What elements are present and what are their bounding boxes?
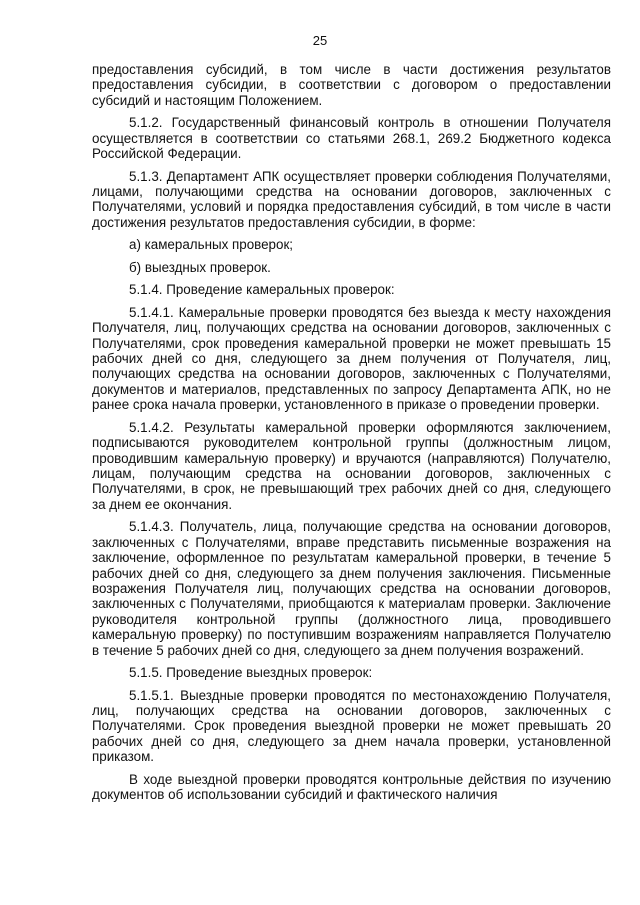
paragraph: 5.1.4.2. Результаты камеральной проверки оформляются заключением, подписываются руководителем контрольной группы (должностным лицом, проводившим камеральную проверку) и вручаются (направляются) Получателю, лицам, получающим средства на основании договоров, заключенных с Получателями, в срок, не превышающий трех рабочих дней со дня, следующего за днем ее окончания. [92, 419, 611, 512]
paragraph: б) выездных проверок. [129, 259, 271, 275]
paragraph: 5.1.3. Департамент АПК осуществляет проверки соблюдения Получателями, лицами, получающими средства на основании договоров, заключенных с Получателями, условий и порядка предоставления субсидий, в том числе в части достижения результатов предоставления субсидии, в форме: [92, 168, 611, 230]
paragraph: 5.1.5.1. Выездные проверки проводятся по местонахождению Получателя, лиц, получающих средства на основании договоров, заключенных с Получателями. Срок проведения выездной проверки не может превышать 20 рабочих дней со дня, следующего за днем начала проверки, установленной приказом. [92, 687, 611, 765]
paragraph: 5.1.2. Государственный финансовый контроль в отношении Получателя осуществляется в соответствии со статьями 268.1, 269.2 Бюджетного кодекса Российской Федерации. [92, 115, 611, 162]
paragraph: 5.1.4. Проведение камеральных проверок: [129, 282, 395, 298]
document-body [92, 62, 611, 810]
paragraph: В ходе выездной проверки проводятся контрольные действия по изучению документов об использовании субсидий и фактического наличия [92, 771, 611, 803]
paragraph: предоставления субсидий, в том числе в части достижения результатов предоставления субсидии, в соответствии с договором о предоставлении субсидий и настоящим Положением. [92, 62, 611, 108]
paragraph: 5.1.5. Проведение выездных проверок: [129, 665, 373, 681]
page-number: 25 [312, 33, 328, 48]
paragraph: а) камеральных проверок; [129, 237, 294, 253]
paragraph: 5.1.4.1. Камеральные проверки проводятся без выезда к месту нахождения Получателя, лиц, получающих средства на основании договоров, заключенных с Получателями, срок проведения камеральной проверки не может превышать 15 рабочих дней со дня, следующего за днем получения от Получателя, лиц, получающих средства на основании договоров, заключенных с Получателями, документов и материалов, представленных по запросу Департамента АПК, но не ранее срока начала проверки, установленного в приказе о проведении проверки. [92, 304, 611, 413]
paragraph: 5.1.4.3. Получатель, лица, получающие средства на основании договоров, заключенных с Получателями, вправе представить письменные возражения на заключение, оформленное по результатам камеральной проверки, в течение 5 рабочих дней со дня, следующего за днем получения заключения. Письменные возражения Получателя лиц, получающих средства на основании договоров, заключенных с Получателями, приобщаются к материалам проверки. Заключение руководителя контрольной группы (должностного лица, проводившего камеральную проверку) по поступившим возражениям направляется Получателю в течение 5 рабочих дней со дня, следующего за днем получения возражений. [92, 519, 611, 658]
